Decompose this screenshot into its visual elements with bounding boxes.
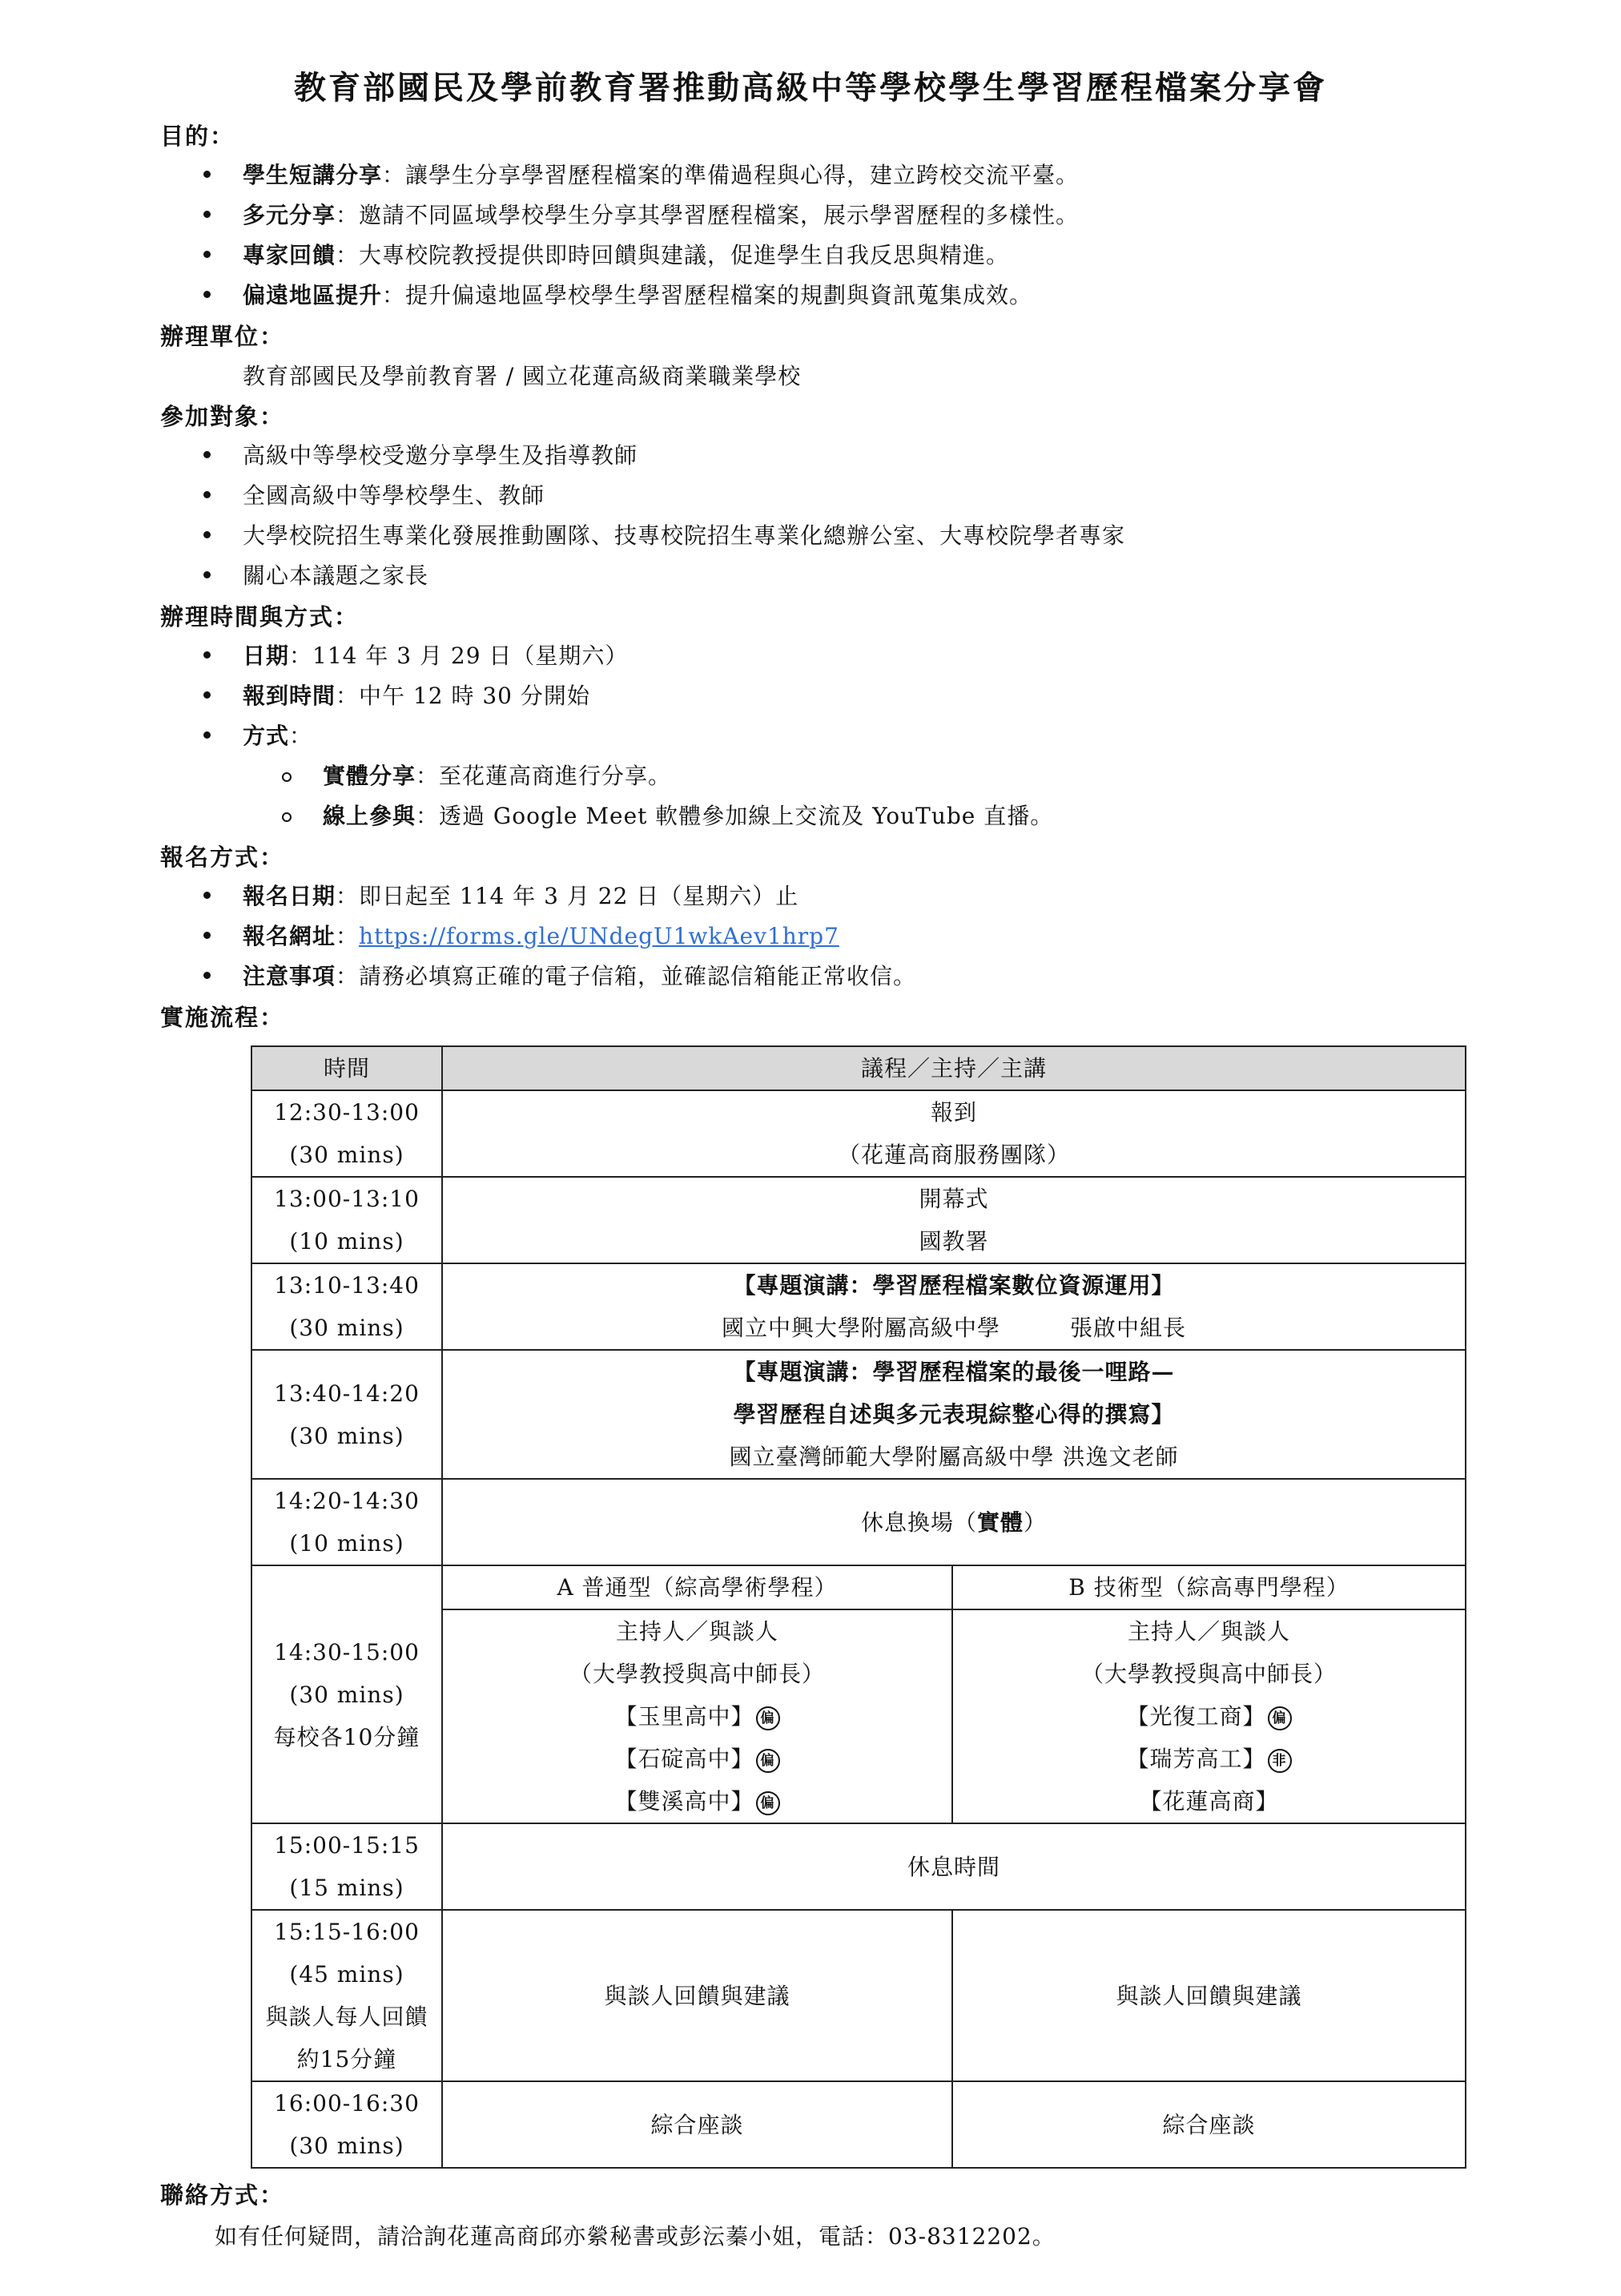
schedule-table xyxy=(251,1045,1466,2169)
purpose-heading: 目的： xyxy=(160,123,235,150)
schedule-heading: 實施流程： xyxy=(160,1004,285,1031)
table-row xyxy=(251,1350,1466,1479)
row-time: 13:10-13:40 (30 mins) xyxy=(251,1263,442,1350)
table-row xyxy=(251,2081,1466,2168)
bullet xyxy=(203,251,211,258)
event-date: 日期：114 年 3 月 29 日（星期六） xyxy=(243,642,629,669)
organizer-text: 教育部國民及學前教育署 / 國立花蓮高級商業職業學校 xyxy=(243,363,802,389)
row-agenda: 休息換場（實體） xyxy=(442,1479,1466,1565)
track-a-feedback: 與談人回饋與建議 xyxy=(442,1910,952,2081)
non-remote-mark-icon: 非 xyxy=(1268,1749,1292,1773)
sub-bullet xyxy=(282,812,292,822)
registration-heading: 報名方式： xyxy=(160,844,285,871)
track-b-discussion: 綜合座談 xyxy=(952,2081,1466,2168)
remote-mark-icon: 偏 xyxy=(1268,1706,1292,1730)
remote-mark-icon: 偏 xyxy=(756,1706,780,1730)
table-header-row xyxy=(251,1046,1466,1090)
row-time: 14:30-15:00 (30 mins) 每校各10分鐘 xyxy=(251,1565,442,1823)
participant-item-4: 關心本議題之家長 xyxy=(243,562,429,589)
method-online: 線上參與：透過 Google Meet 軟體參加線上交流及 YouTube 直播。 xyxy=(323,803,1054,829)
bullet xyxy=(203,491,211,498)
row-agenda: 休息時間 xyxy=(442,1823,1466,1910)
purpose-item-2: 多元分享：邀請不同區域學校學生分享其學習歷程檔案，展示學習歷程的多樣性。 xyxy=(243,202,1080,228)
bullet xyxy=(203,972,211,979)
track-a-heading: A 普通型（綜高學術學程） xyxy=(442,1565,952,1609)
remote-mark-icon: 偏 xyxy=(756,1749,780,1773)
table-row xyxy=(251,1177,1466,1263)
row-time: 13:40-14:20 (30 mins) xyxy=(251,1350,442,1479)
page-title: 教育部國民及學前教育署推動高級中等學校學生學習歷程檔案分享會 xyxy=(294,69,1327,107)
row-agenda: 開幕式 國教署 xyxy=(442,1177,1466,1263)
table-row xyxy=(251,1910,1466,2081)
row-time: 16:00-16:30 (30 mins) xyxy=(251,2081,442,2168)
row-agenda: 【專題演講：學習歷程檔案的最後一哩路— 學習歷程自述與多元表現綜整心得的撰寫】 國立臺灣師範大學附屬高級中學 洪逸文老師 xyxy=(442,1350,1466,1479)
method-label: 方式： xyxy=(243,723,313,749)
bullet xyxy=(203,291,211,298)
row-time: 14:20-14:30 (10 mins) xyxy=(251,1479,442,1565)
table-row xyxy=(251,1823,1466,1910)
header-agenda: 議程／主持／主講 xyxy=(442,1046,1466,1090)
bullet xyxy=(203,451,211,458)
track-a-sessions: 主持人／與談人 （大學教授與高中師長） 【玉里高中】 偏 【石碇高中】 偏 【雙溪高中】 偏 xyxy=(442,1609,952,1823)
row-time: 12:30-13:00 (30 mins) xyxy=(251,1090,442,1177)
row-agenda: 【專題演講：學習歷程檔案數位資源運用】 國立中興大學附屬高級中學 張啟中組長 xyxy=(442,1263,1466,1350)
sub-bullet xyxy=(282,772,292,782)
row-agenda: 報到 （花蓮高商服務團隊） xyxy=(442,1090,1466,1177)
time-method-heading: 辦理時間與方式： xyxy=(160,603,360,630)
bullet xyxy=(203,932,211,939)
bullet xyxy=(203,892,211,899)
contact-text: 如有任何疑問，請洽詢花蓮高商邱亦縈秘書或彭沄蓁小姐，電話：03-8312202。 xyxy=(215,2223,1056,2250)
table-row xyxy=(251,1565,1466,1609)
header-time: 時間 xyxy=(251,1046,442,1090)
method-in-person: 實體分享：至花蓮高商進行分享。 xyxy=(323,763,672,789)
registration-note: 注意事項：請務必填寫正確的電子信箱，並確認信箱能正常收信。 xyxy=(243,963,917,989)
table-row xyxy=(251,1479,1466,1565)
remote-mark-icon: 偏 xyxy=(756,1791,780,1815)
purpose-item-3: 專家回饋：大專校院教授提供即時回饋與建議，促進學生自我反思與精進。 xyxy=(243,242,1010,268)
organizer-heading: 辦理單位： xyxy=(160,323,285,350)
purpose-item-1: 學生短講分享：讓學生分享學習歷程檔案的準備過程與心得，建立跨校交流平臺。 xyxy=(243,162,1080,188)
track-b-feedback: 與談人回饋與建議 xyxy=(952,1910,1466,2081)
table-row xyxy=(251,1090,1466,1177)
bullet xyxy=(203,651,211,659)
participants-heading: 參加對象： xyxy=(160,403,285,430)
table-row xyxy=(251,1263,1466,1350)
registration-date: 報名日期：即日起至 114 年 3 月 22 日（星期六）止 xyxy=(243,883,799,909)
track-a-discussion: 綜合座談 xyxy=(442,2081,952,2168)
participant-item-1: 高級中等學校受邀分享學生及指導教師 xyxy=(243,442,638,469)
contact-heading: 聯絡方式： xyxy=(160,2181,285,2209)
row-time: 15:00-15:15 (15 mins) xyxy=(251,1823,442,1910)
purpose-item-4: 偏遠地區提升：提升偏遠地區學校學生學習歷程檔案的規劃與資訊蒐集成效。 xyxy=(243,282,1033,308)
bullet xyxy=(203,731,211,739)
participant-item-2: 全國高級中等學校學生、教師 xyxy=(243,482,545,509)
track-b-heading: B 技術型（綜高專門學程） xyxy=(952,1565,1466,1609)
track-b-sessions: 主持人／與談人 （大學教授與高中師長） 【光復工商】 偏 【瑞芳高工】 非 【花蓮高商】 xyxy=(952,1609,1466,1823)
row-time: 13:00-13:10 (10 mins) xyxy=(251,1177,442,1263)
registration-url-line: 報名網址：https://forms.gle/UNdegU1wkAev1hrp7 xyxy=(243,923,839,949)
row-time: 15:15-16:00 (45 mins) 與談人每人回饋 約15分鐘 xyxy=(251,1910,442,2081)
bullet xyxy=(203,691,211,699)
checkin-time: 報到時間：中午 12 時 30 分開始 xyxy=(243,683,590,709)
bullet xyxy=(203,211,211,218)
registration-link[interactable]: https://forms.gle/UNdegU1wkAev1hrp7 xyxy=(359,923,839,949)
bullet xyxy=(203,571,211,578)
bullet xyxy=(203,531,211,538)
bullet xyxy=(203,171,211,178)
participant-item-3: 大學校院招生專業化發展推動團隊、技專校院招生專業化總辦公室、大專校院學者專家 xyxy=(243,522,1126,549)
